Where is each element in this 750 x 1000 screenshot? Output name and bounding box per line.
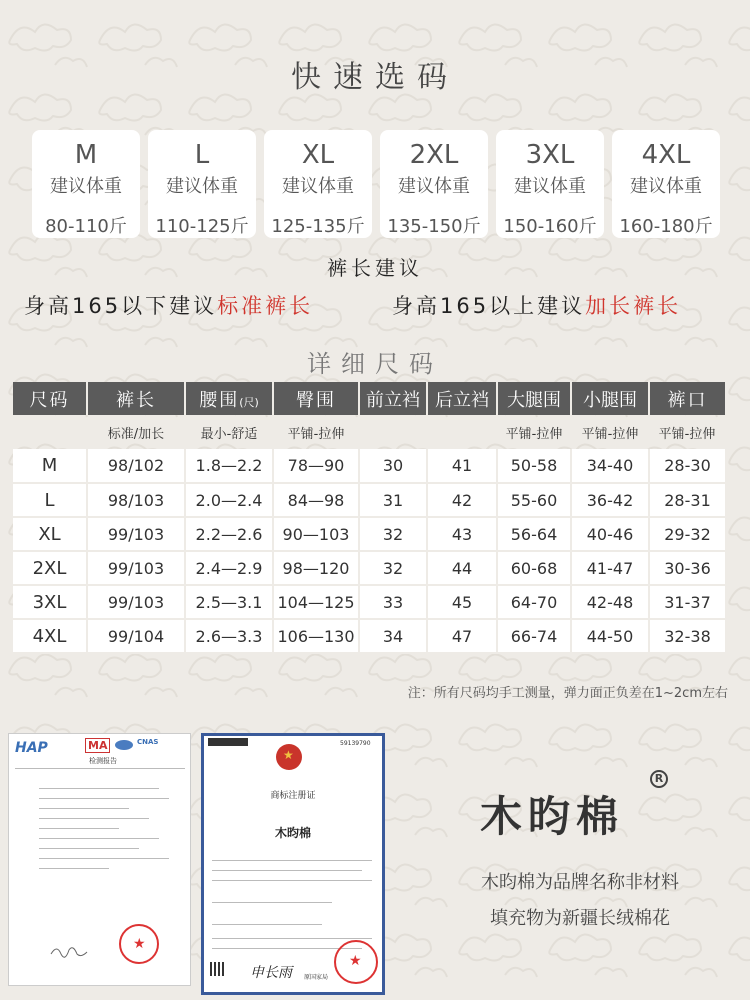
size-card-m — [32, 130, 140, 238]
table-row — [13, 585, 725, 619]
table-cell: 90—103 — [273, 517, 359, 551]
subheader-cell: 最小-舒适 — [200, 426, 258, 442]
certificate-number: 59139790 — [340, 740, 371, 747]
table-cell: 99/103 — [87, 551, 185, 585]
divider — [39, 858, 169, 859]
table-cell: 30-36 — [649, 551, 725, 585]
subheader-cell: 平铺-拉伸 — [287, 426, 345, 442]
certificate-signature: 申长雨 — [250, 965, 292, 981]
subheader-cell: 标准/加长 — [107, 426, 165, 442]
header-waist — [185, 382, 273, 415]
size-label: 4XL — [641, 140, 691, 170]
table-cell: M — [13, 449, 87, 483]
table-row — [13, 517, 725, 551]
table-cell: 29-32 — [649, 517, 725, 551]
weight-label: 建议体重 — [282, 176, 354, 197]
subheader-cell: 平铺-拉伸 — [658, 426, 716, 442]
national-emblem-icon: ★ — [276, 744, 302, 770]
divider — [39, 798, 169, 799]
advice-tall — [392, 290, 681, 320]
table-cell: 32 — [359, 517, 427, 551]
size-card-l — [148, 130, 256, 238]
table-cell: 56-64 — [497, 517, 571, 551]
certificate-brand: 木昀棉 — [274, 826, 311, 840]
table-cell: 32 — [359, 551, 427, 585]
red-seal-icon: ★ — [119, 924, 159, 964]
table-cell: 98/102 — [87, 449, 185, 483]
table-cell: 30 — [359, 449, 427, 483]
pants-length-title: 裤长建议 — [327, 256, 423, 280]
subheader-cell: 平铺-拉伸 — [505, 426, 563, 442]
size-label: 2XL — [409, 140, 459, 170]
divider — [39, 808, 129, 809]
divider — [212, 880, 372, 881]
weight-label: 建议体重 — [514, 176, 586, 197]
header-size: 尺码 — [13, 382, 87, 415]
table-cell: 104—125 — [273, 585, 359, 619]
header-front-rise: 前立裆 — [359, 382, 427, 415]
brand-note-line2: 填充物为新疆长绒棉花 — [490, 908, 670, 929]
advice-short-text: 身高165以下建议 — [24, 294, 218, 318]
table-cell: 41-47 — [571, 551, 649, 585]
table-cell: 44 — [427, 551, 497, 585]
qr-code-icon — [210, 962, 224, 976]
header-thigh: 大腿围 — [497, 382, 571, 415]
table-cell: 66-74 — [497, 619, 571, 653]
table-cell: 50-58 — [497, 449, 571, 483]
table-cell: 31-37 — [649, 585, 725, 619]
red-seal-icon: ★ — [334, 940, 378, 984]
table-cell: XL — [13, 517, 87, 551]
cnas-logo: CNAS — [137, 738, 159, 746]
header-length: 裤长 — [87, 382, 185, 415]
divider — [39, 818, 149, 819]
brand-note-line1: 木昀棉为品牌名称非材料 — [481, 872, 679, 893]
table-cell: 106—130 — [273, 619, 359, 653]
table-cell: 99/104 — [87, 619, 185, 653]
table-cell: 99/103 — [87, 585, 185, 619]
divider — [212, 924, 322, 925]
table-row — [13, 483, 725, 517]
hap-logo: HAP — [15, 740, 48, 756]
table-cell: 2.2—2.6 — [185, 517, 273, 551]
table-header-row — [13, 382, 725, 415]
header-leg-opening: 裤口 — [649, 382, 725, 415]
table-cell: 2XL — [13, 551, 87, 585]
table-cell: 99/103 — [87, 517, 185, 551]
table-cell: 2.5—3.1 — [185, 585, 273, 619]
divider — [15, 768, 185, 769]
table-row — [13, 551, 725, 585]
table-cell: 41 — [427, 449, 497, 483]
header-waist-unit: (尺) — [239, 395, 259, 409]
table-cell: 34-40 — [571, 449, 649, 483]
ma-logo: MA — [85, 738, 110, 753]
divider — [39, 788, 159, 789]
weight-label: 建议体重 — [166, 176, 238, 197]
table-cell: 42-48 — [571, 585, 649, 619]
table-cell: 2.6—3.3 — [185, 619, 273, 653]
brand-name: 木昀棉 — [480, 792, 625, 841]
advice-tall-highlight: 加长裤长 — [585, 294, 682, 318]
weight-label: 建议体重 — [50, 176, 122, 197]
divider — [212, 938, 372, 939]
table-cell: 60-68 — [497, 551, 571, 585]
certificate-title: 商标注册证 — [270, 791, 316, 801]
table-cell: 3XL — [13, 585, 87, 619]
divider — [39, 838, 159, 839]
pants-length-advice — [0, 290, 750, 324]
subheader-cell — [427, 415, 497, 449]
weight-range: 80-110斤 — [45, 216, 127, 237]
header-back-rise: 后立裆 — [427, 382, 497, 415]
table-cell: 4XL — [13, 619, 87, 653]
weight-range: 110-125斤 — [155, 216, 249, 237]
table-cell: 55-60 — [497, 483, 571, 517]
measurement-note: 注：所有尺码均手工测量，弹力面正负差在1~2cm左右 — [407, 686, 728, 701]
table-cell: L — [13, 483, 87, 517]
weight-label: 建议体重 — [398, 176, 470, 197]
size-label: M — [74, 140, 98, 170]
table-cell: 78—90 — [273, 449, 359, 483]
size-label: XL — [301, 140, 335, 170]
table-cell: 34 — [359, 619, 427, 653]
size-card-list — [32, 130, 722, 238]
size-card-4xl — [612, 130, 720, 238]
subheader-cell — [13, 415, 87, 449]
header-bar — [208, 738, 248, 746]
detail-size-title: 详细尺码 — [307, 350, 443, 378]
table-cell: 32-38 — [649, 619, 725, 653]
table-cell: 28-30 — [649, 449, 725, 483]
weight-range: 125-135斤 — [271, 216, 365, 237]
table-subheader-row — [13, 415, 725, 449]
table-cell: 43 — [427, 517, 497, 551]
divider — [39, 828, 119, 829]
table-cell: 44-50 — [571, 619, 649, 653]
ilac-logo-icon — [115, 740, 133, 750]
subheader-cell — [359, 415, 427, 449]
weight-range: 135-150斤 — [387, 216, 481, 237]
trademark-certificate-image — [201, 733, 385, 995]
report-title: 检测报告 — [89, 757, 117, 765]
weight-label: 建议体重 — [630, 176, 702, 197]
divider — [39, 868, 109, 869]
advice-tall-text: 身高165以上建议 — [392, 294, 586, 318]
size-table — [13, 382, 725, 654]
size-card-3xl — [496, 130, 604, 238]
size-label: L — [194, 140, 210, 170]
divider — [212, 902, 332, 903]
certificate-issuer: 原国家局 — [304, 974, 329, 981]
table-cell: 98/103 — [87, 483, 185, 517]
weight-range: 160-180斤 — [619, 216, 713, 237]
advice-short — [24, 290, 313, 320]
table-cell: 2.4—2.9 — [185, 551, 273, 585]
size-card-xl — [264, 130, 372, 238]
table-cell: 45 — [427, 585, 497, 619]
table-cell: 36-42 — [571, 483, 649, 517]
weight-range: 150-160斤 — [503, 216, 597, 237]
table-cell: 40-46 — [571, 517, 649, 551]
header-waist-label: 腰围 — [199, 389, 240, 411]
size-card-2xl — [380, 130, 488, 238]
table-row — [13, 449, 725, 483]
table-cell: 64-70 — [497, 585, 571, 619]
signature-icon — [49, 944, 89, 960]
table-cell: 2.0—2.4 — [185, 483, 273, 517]
subheader-cell: 平铺-拉伸 — [581, 426, 639, 442]
divider — [212, 860, 372, 861]
table-cell: 84—98 — [273, 483, 359, 517]
table-cell: 28-31 — [649, 483, 725, 517]
divider — [39, 848, 139, 849]
quick-size-title: 快速选码 — [291, 60, 459, 95]
header-calf: 小腿围 — [571, 382, 649, 415]
divider — [212, 870, 362, 871]
table-cell: 42 — [427, 483, 497, 517]
table-cell: 98—120 — [273, 551, 359, 585]
header-hip: 臀围 — [273, 382, 359, 415]
size-label: 3XL — [525, 140, 575, 170]
brand-block — [430, 770, 730, 970]
table-cell: 1.8—2.2 — [185, 449, 273, 483]
registered-mark-icon: R — [650, 770, 668, 788]
table-cell: 33 — [359, 585, 427, 619]
table-row — [13, 619, 725, 653]
advice-short-highlight: 标准裤长 — [217, 294, 314, 318]
table-cell: 31 — [359, 483, 427, 517]
table-cell: 47 — [427, 619, 497, 653]
test-report-image — [8, 733, 191, 986]
